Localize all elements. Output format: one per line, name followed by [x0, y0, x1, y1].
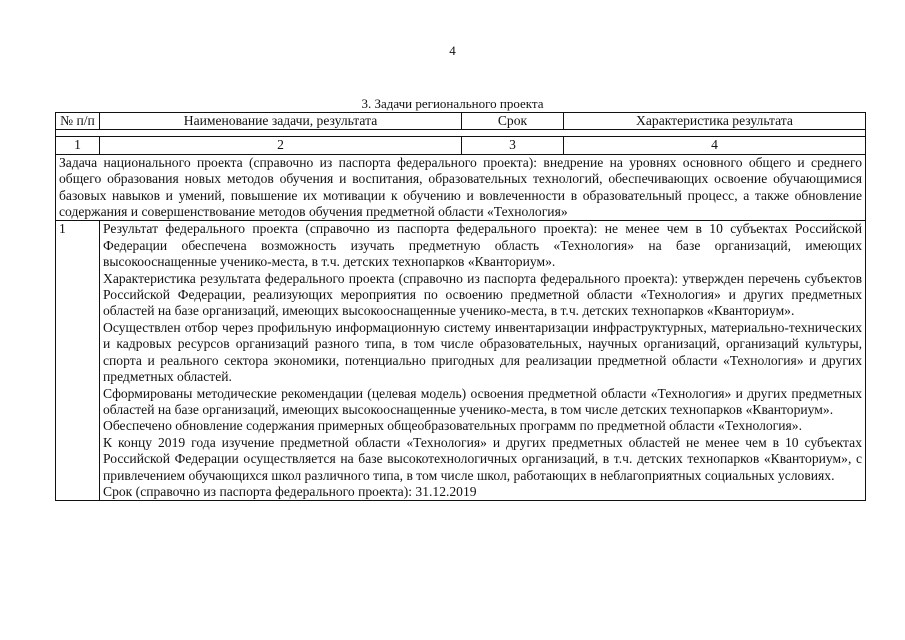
table-spacer-row: [56, 130, 866, 137]
result-paragraph-7: Срок (справочно из паспорта федерального проекта): 31.12.2019: [103, 483, 477, 499]
table-header-row: [56, 113, 866, 130]
page-number: 4: [449, 43, 456, 58]
result-content: [100, 221, 866, 501]
column-number-4: 4: [564, 137, 866, 154]
result-paragraph-6: К концу 2019 года изучение предметной области «Технология» и других предметных областей не менее чем в 10 субъектах Российской Федерации осуществляется на базе высокотехнологичных организаций, в т.ч. детских технопарков «Кванториум», с привлечением обучающихся школ различного типа, в том числе школ, работающих в неблагоприятных социальных условиях.: [103, 434, 862, 483]
result-paragraph-3: Осуществлен отбор через профильную информационную систему инвентаризации инфраструктурных, материально-технических и кадровых ресурсов организаций разного типа, в том числе образовательных, научных организаций, организаций культуры, спорта и реального сектора экономики, потенциально пригодных для реализации предметной области «Технология» и других предметных областей.: [103, 319, 862, 385]
column-header-deadline: Срок: [462, 113, 564, 130]
column-header-name: Наименование задачи, результата: [100, 113, 462, 130]
table-spacer-cell: [56, 130, 866, 137]
result-paragraph-1: Результат федерального проекта (справочно из паспорта федерального проекта): не менее чем в 10 субъектах Российской Федерации обеспечена возможность изучать предметную область «Технология» на базе организаций, имеющих высокооснащенные ученико-места, в т.ч. детских технопарков «Кванториум».: [103, 221, 862, 270]
column-number-row: [56, 137, 866, 154]
column-header-characteristic: Характеристика результата: [564, 113, 866, 130]
column-number-1: 1: [56, 137, 100, 154]
row-number: 1: [56, 221, 100, 501]
result-paragraph-2: Характеристика результата федерального проекта (справочно из паспорта федерального проекта): утвержден перечень субъектов Российской Федерации, реализующих мероприятия по освоению предметной области «Технология» и других предметных областей на базе организаций, имеющих высокооснащенные ученико-места, в т.ч. детских технопарков «Кванториум».: [103, 270, 862, 319]
result-row: [56, 221, 866, 501]
result-paragraph-4: Сформированы методические рекомендации (целевая модель) освоения предметной области «Технология» и других предметных областей на базе организаций, имеющих высокооснащенные ученико-места, в том числе детских технопарков «Кванториум».: [103, 385, 862, 417]
column-number-2: 2: [100, 137, 462, 154]
result-paragraph-5: Обеспечено обновление содержания примерных общеобразовательных программ по предметной области «Технология».: [103, 418, 802, 434]
column-header-number: № п/п: [56, 113, 100, 130]
tasks-table: [55, 112, 866, 501]
section-title: 3. Задачи регионального проекта: [361, 96, 544, 111]
column-number-3: 3: [462, 137, 564, 154]
task-description: Задача национального проекта (справочно из паспорта федерального проекта): внедрение на уровнях основного общего и среднего общего образования новых методов обучения и воспитания, образовательных технологий, обеспечивающих освоение обучающимися базовых навыков и умений, повышение их мотивации к обучению и вовлеченности в образовательный процесс, а также обновление содержания и совершенствование методов обучения предметной области «Технология»: [56, 154, 866, 221]
task-row: [56, 154, 866, 221]
